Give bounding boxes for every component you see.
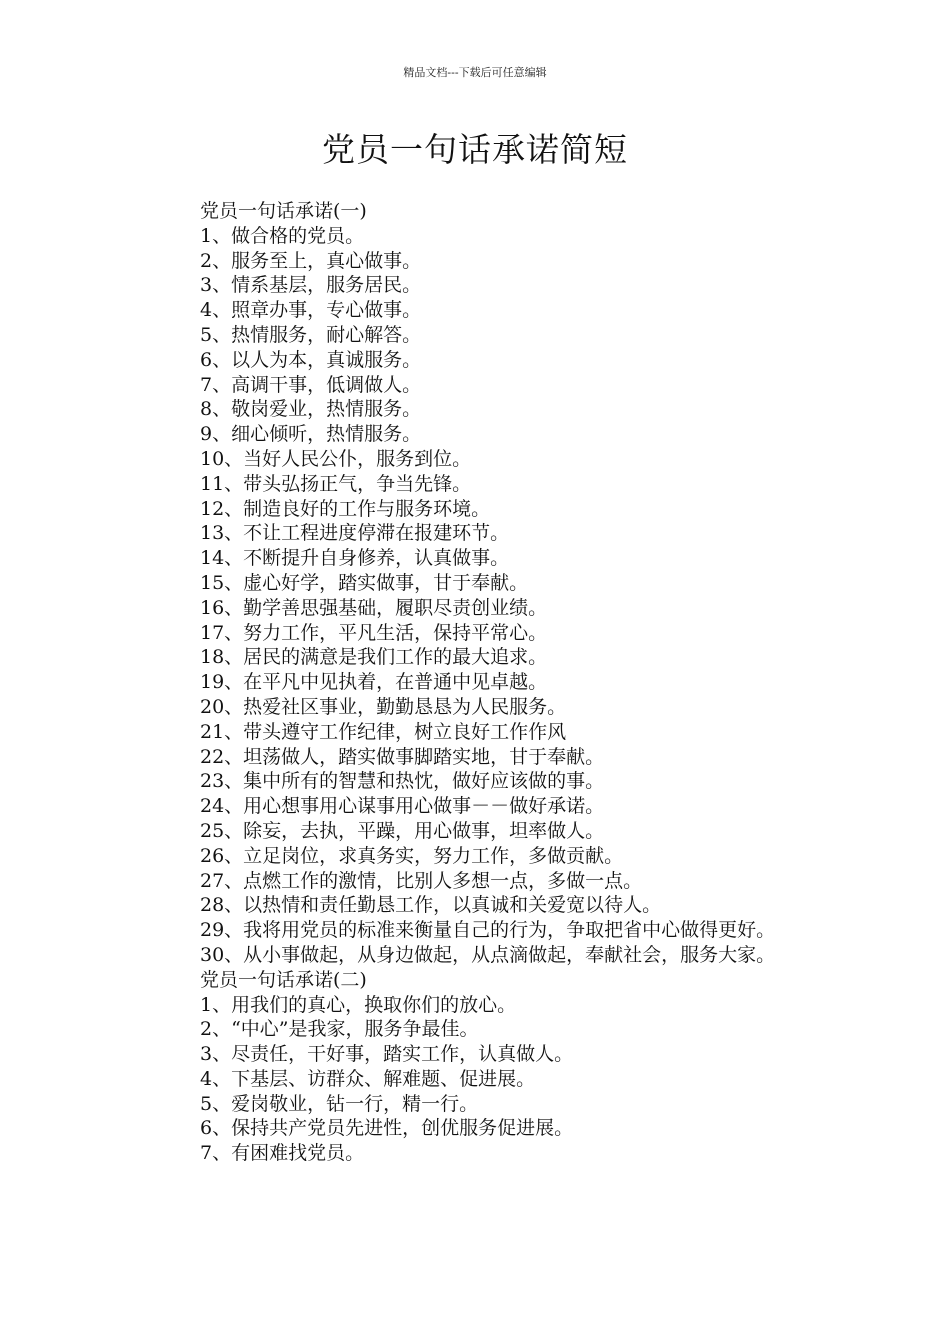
- document-title: 党员一句话承诺简短: [322, 130, 628, 169]
- section-2-list: [146, 993, 808, 1167]
- list-item: 5、爱岗敬业，钻一行，精一行。: [200, 1092, 479, 1115]
- list-item: 18、居民的满意是我们工作的最大追求。: [200, 646, 548, 669]
- list-item: 10、当好人民公仆，服务到位。: [200, 447, 472, 470]
- list-item: 28、以热情和责任勤恳工作，以真诚和关爱宽以待人。: [200, 894, 662, 917]
- list-item: 27、点燃工作的激情，比别人多想一点，多做一点。: [200, 869, 643, 892]
- document-body: [146, 199, 808, 1166]
- list-item: 2、“中心”是我家，服务争最佳。: [200, 1018, 479, 1041]
- list-item: 13、不让工程进度停滞在报建环节。: [200, 522, 510, 545]
- list-item-29: 29、我将用党员的标准来衡量自己的行为，争取把省中心做得更好。: [200, 919, 776, 942]
- list-item: 5、热情服务，耐心解答。: [200, 323, 422, 346]
- section-heading-2: 党员一句话承诺(二): [200, 968, 367, 991]
- list-item: 1、做合格的党员。: [200, 224, 365, 247]
- list-item: 4、下基层、访群众、解难题、促进展。: [200, 1067, 536, 1090]
- list-item: 3、尽责任，干好事，踏实工作，认真做人。: [200, 1043, 574, 1066]
- list-item: 9、细心倾听，热情服务。: [200, 423, 422, 446]
- page-header: 精品文档---下载后可任意编辑: [403, 66, 547, 79]
- list-item: 16、勤学善思强基础，履职尽责创业绩。: [200, 596, 548, 619]
- list-item: 14、不断提升自身修养，认真做事。: [200, 547, 510, 570]
- list-item: 26、立足岗位，求真务实，努力工作，多做贡献。: [200, 844, 624, 867]
- list-item: 23、集中所有的智慧和热忱，做好应该做的事。: [200, 770, 605, 793]
- list-item: 15、虚心好学，踏实做事，甘于奉献。: [200, 571, 529, 594]
- list-item: 1、用我们的真心，换取你们的放心。: [200, 993, 517, 1016]
- list-item: 19、在平凡中见执着，在普通中见卓越。: [200, 671, 548, 694]
- list-item: 25、除妄，去执，平躁，用心做事，坦率做人。: [200, 819, 605, 842]
- section-heading-1: 党员一句话承诺(一): [200, 200, 367, 222]
- list-item: 11、带头弘扬正气，争当先锋。: [200, 472, 472, 495]
- list-item: 2、服务至上，真心做事。: [200, 249, 422, 272]
- list-item: 8、敬岗爱业，热情服务。: [200, 398, 422, 421]
- list-item: 3、情系基层，服务居民。: [200, 274, 422, 297]
- list-item: 7、高调干事，低调做人。: [200, 373, 422, 396]
- list-item: 6、以人为本，真诚服务。: [200, 348, 422, 371]
- list-item: 7、有困难找党员。: [200, 1142, 365, 1165]
- list-item-30: 30、从小事做起，从身边做起，从点滴做起，奉献社会，服务大家。: [200, 943, 776, 966]
- list-item: 24、用心想事用心谋事用心做事－－做好承诺。: [200, 795, 605, 818]
- list-item: 17、努力工作，平凡生活，保持平常心。: [200, 621, 548, 644]
- section-1-list: [146, 224, 808, 918]
- list-item: 4、照章办事，专心做事。: [200, 299, 422, 322]
- list-item: 12、制造良好的工作与服务环境。: [200, 497, 491, 520]
- list-item: 6、保持共产党员先进性，创优服务促进展。: [200, 1117, 574, 1140]
- list-item: 20、热爱社区事业，勤勤恳恳为人民服务。: [200, 695, 567, 718]
- list-item: 22、坦荡做人，踏实做事脚踏实地，甘于奉献。: [200, 745, 605, 768]
- list-item: 21、带头遵守工作纪律，树立良好工作作风: [200, 720, 567, 743]
